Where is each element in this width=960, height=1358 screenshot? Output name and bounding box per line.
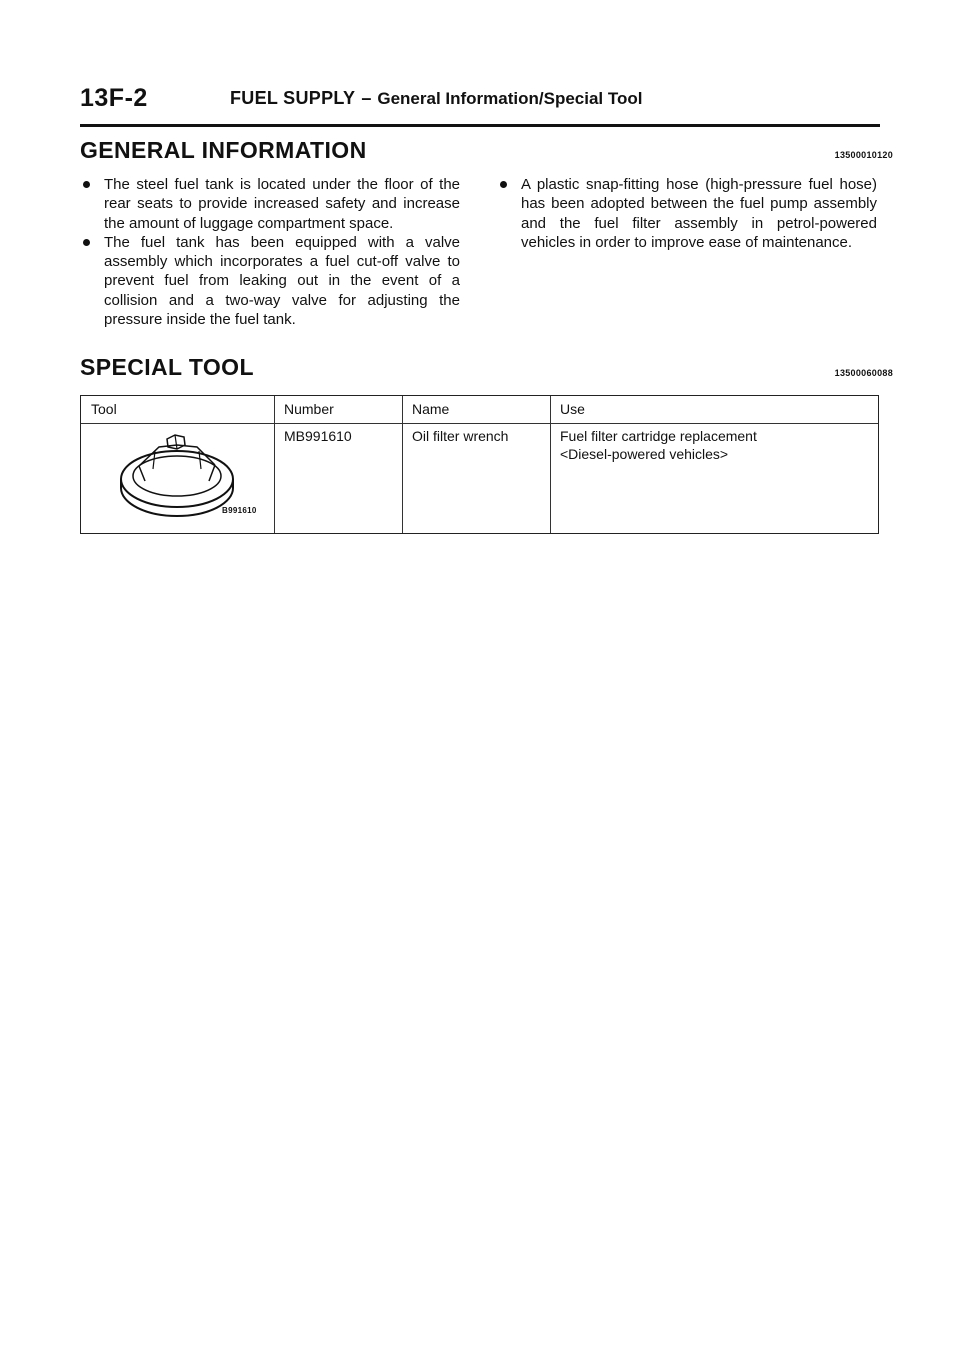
tool-name: Oil filter wrench — [412, 428, 509, 444]
general-information-code: 13500010120 — [834, 150, 893, 160]
tool-use — [560, 427, 870, 463]
column-divider — [274, 396, 275, 533]
oil-filter-wrench-illustration — [111, 425, 251, 517]
tool-use-line: <Diesel-powered vehicles> — [560, 446, 729, 462]
special-tool-code: 13500060088 — [834, 368, 893, 378]
header-separator: – — [361, 88, 372, 108]
list-item: The steel fuel tank is located under the floor of the rear seats to provide increased safety and increase the amount of luggage compartment space. — [80, 175, 460, 233]
page-header-title — [230, 88, 642, 109]
list-item: The fuel tank has been equipped with a valve assembly which incorporates a fuel cut-off valve to prevent fuel from leaking out in the event of a collision and a two-way valve for adjusting the pressure inside the fuel tank. — [80, 233, 460, 329]
tool-number: MB991610 — [284, 428, 352, 444]
general-information-right-list — [497, 175, 877, 252]
list-item: A plastic snap-fitting hose (high-pressure fuel hose) has been adopted between the fuel pump assembly and the fuel filter assembly in petrol-powered vehicles in order to improve ease of maintenance. — [497, 175, 877, 252]
tool-use-line: Fuel filter cartridge replacement — [560, 428, 757, 444]
tool-image-code: B991610 — [222, 506, 257, 515]
table-header-number: Number — [284, 401, 334, 417]
special-tool-heading: SPECIAL TOOL — [80, 354, 254, 380]
table-header-row — [81, 396, 878, 424]
table-header-name: Name — [412, 401, 450, 417]
table-header-use: Use — [560, 401, 585, 417]
general-information-left-list — [80, 175, 460, 329]
header-title: FUEL SUPPLY — [230, 88, 356, 108]
special-tool-table — [80, 395, 879, 534]
page-number: 13F-2 — [80, 84, 148, 112]
table-header-tool: Tool — [91, 401, 117, 417]
header-subtitle: General Information/Special Tool — [377, 89, 643, 108]
general-information-heading: GENERAL INFORMATION — [80, 137, 367, 163]
page-header — [80, 84, 880, 127]
column-divider — [402, 396, 403, 533]
column-divider — [550, 396, 551, 533]
